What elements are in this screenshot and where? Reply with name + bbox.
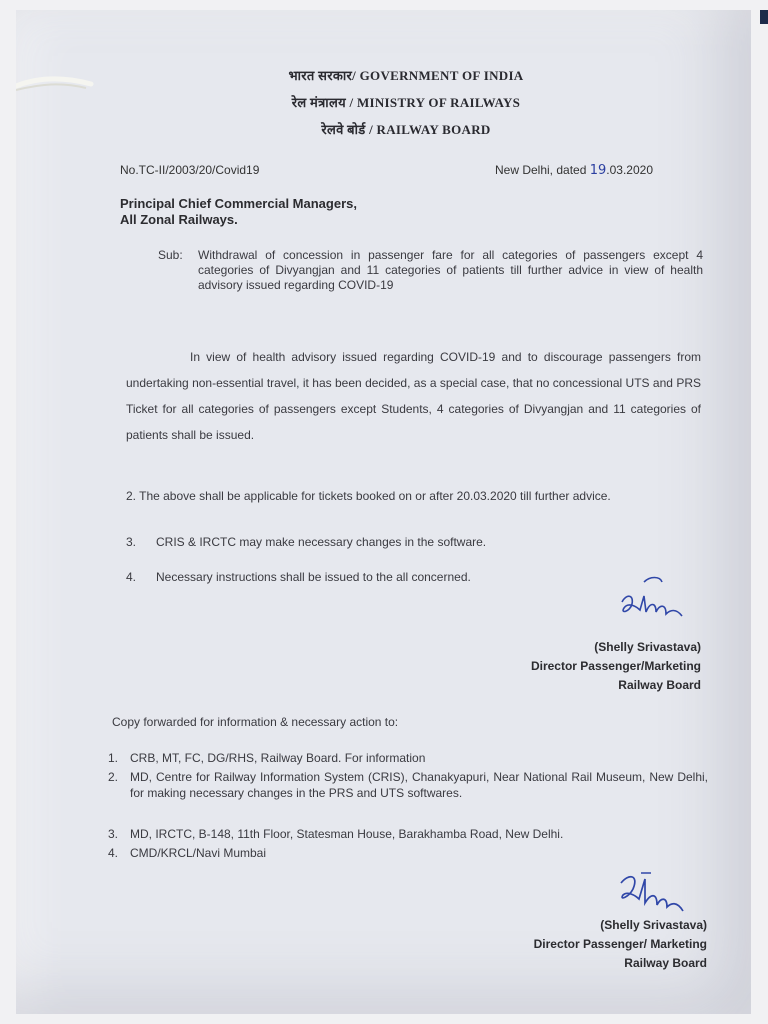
string-tag xyxy=(16,72,96,100)
reference-date xyxy=(495,163,653,178)
paragraph-3-number: 3. xyxy=(126,535,137,549)
header-board: रेलवे बोर्ड / RAILWAY BOARD xyxy=(321,122,491,137)
date-suffix: .03.2020 xyxy=(606,163,653,177)
paragraph-4-text: Necessary instructions shall be issued to the all concerned. xyxy=(156,570,471,584)
signature-1-block xyxy=(531,638,701,695)
header-government: भारत सरकार/ GOVERNMENT OF INDIA xyxy=(288,68,524,83)
copy-item-3-number: 3. xyxy=(108,827,119,841)
signature-2-office: Railway Board xyxy=(624,956,707,970)
addressee xyxy=(120,196,357,228)
reference-number: No.TC-II/2003/20/Covid19 xyxy=(120,163,260,177)
copy-item-2-text: MD, Centre for Railway Information System (CRIS), Chanakyapuri, Near National Rail Museum, New Delhi, for making necessary changes in the PRS and UTS softwares. xyxy=(130,770,708,800)
paragraph-3 xyxy=(126,534,701,552)
signature-1-office: Railway Board xyxy=(618,678,701,692)
document-page xyxy=(16,10,751,1014)
paragraph-4-number: 4. xyxy=(126,570,137,584)
subject xyxy=(158,248,703,293)
signature-1-name: (Shelly Srivastava) xyxy=(594,640,701,654)
page-corner-mark xyxy=(760,10,768,24)
copy-item xyxy=(108,826,708,842)
date-handwritten-day: 19 xyxy=(589,163,607,178)
copy-intro: Copy forwarded for information & necessary action to: xyxy=(112,715,399,729)
copy-item-3-text: MD, IRCTC, B-148, 11th Floor, Statesman House, Barakhamba Road, New Delhi. xyxy=(130,827,564,841)
signature-1-designation: Director Passenger/Marketing xyxy=(530,659,701,673)
copy-item xyxy=(108,845,708,861)
addressee-line2: All Zonal Railways. xyxy=(120,212,238,227)
date-prefix: New Delhi, dated xyxy=(495,163,587,177)
paragraph-2: 2. The above shall be applicable for tickets booked on or after 20.03.2020 till further advice. xyxy=(126,489,611,503)
copy-item-1-number: 1. xyxy=(108,751,119,765)
copy-item-4-number: 4. xyxy=(108,846,119,860)
signature-2-scribble xyxy=(611,865,691,917)
copy-item-2-number: 2. xyxy=(108,770,119,784)
signature-2-name: (Shelly Srivastava) xyxy=(600,918,707,932)
subject-text: Withdrawal of concession in passenger fare for all categories of passengers except 4 categories of Divyangjan and 11 categories of patients till further advice in view of health advisory issued regarding COVID-19 xyxy=(198,248,703,292)
subject-label: Sub: xyxy=(158,248,183,262)
paragraph-1: In view of health advisory issued regarding COVID-19 and to discourage passengers from undertaking non-essential travel, it has been decided, as a special case, that no concessional UTS and PRS Ticket for all categories of passengers except Students, 4 categories of Divyangjan and 11 categories of patients shall be issued. xyxy=(126,350,701,442)
addressee-line1: Principal Chief Commercial Managers, xyxy=(120,196,357,211)
header-ministry: रेल मंत्रालय / MINISTRY OF RAILWAYS xyxy=(291,95,521,110)
copy-item xyxy=(108,750,708,766)
signature-2-block xyxy=(534,916,707,973)
copy-item-1-text: CRB, MT, FC, DG/RHS, Railway Board. For information xyxy=(130,751,426,765)
copy-item xyxy=(108,769,708,821)
copy-item-4-text: CMD/KRCL/Navi Mumbai xyxy=(130,846,267,860)
signature-2-designation: Director Passenger/ Marketing xyxy=(533,937,707,951)
signature-1-scribble xyxy=(614,572,694,622)
paragraph-3-text: CRIS & IRCTC may make necessary changes in the software. xyxy=(156,535,487,549)
